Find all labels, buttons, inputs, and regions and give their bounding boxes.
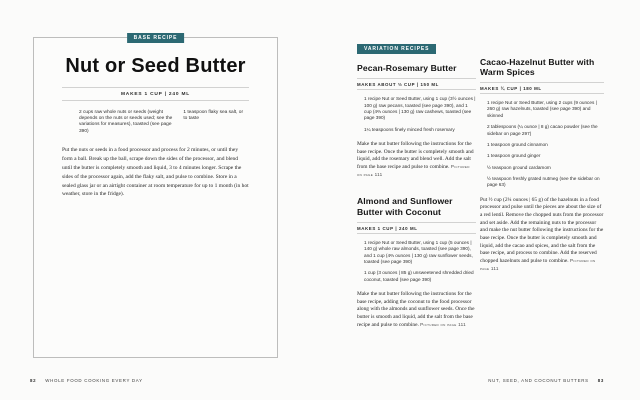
base-recipe-panel bbox=[33, 37, 278, 358]
ingredient-item: 1 cup (3 ounces | 85 g) unsweetened shredded dried coconut, toasted (see page 390) bbox=[364, 270, 474, 282]
ingredient-item: 1 teaspoon ground cinnamon bbox=[487, 141, 548, 147]
ingredient-item: 1 teaspoon flaky sea salt, or to taste bbox=[183, 109, 244, 121]
page-number: 83 bbox=[597, 378, 604, 383]
recipe-title: Cacao-Hazelnut Butter with Warm Spices bbox=[480, 56, 595, 77]
ingredient-item: 2 tablespoons (¼ ounce | 8 g) cacao powder (see the sidebar on page 297) bbox=[487, 124, 598, 136]
recipe-almond-sunflower bbox=[357, 196, 476, 329]
ingredients-section bbox=[364, 240, 476, 283]
ingredient-item: 2 cups raw whole nuts or seeds (weight depends on the nuts or seeds used; see the variations for measures), toasted (see page 390) bbox=[79, 109, 173, 134]
left-footer bbox=[30, 378, 143, 383]
recipe-pecan-rosemary bbox=[357, 63, 476, 179]
running-title: NUT, SEED, AND COCONUT BUTTERS bbox=[488, 378, 589, 383]
instructions-paragraph bbox=[480, 197, 604, 274]
ingredient-item: 1 recipe Nut or Seed Butter, using 2 cups (9 ounces | 260 g) raw hazelnuts, toasted (see page 390) and skinned bbox=[487, 100, 597, 118]
recipe-title: Nut or Seed Butter bbox=[65, 55, 246, 77]
recipe-title: Almond and Sunflower Butter with Coconut bbox=[357, 196, 453, 217]
ingredient-item: 1¼ teaspoons finely minced fresh rosemary bbox=[364, 126, 455, 132]
page-number: 82 bbox=[30, 378, 37, 383]
ingredient-item: 1 recipe Nut or Seed Butter, using 1 cup (5 ounces | 140 g) whole raw almonds, toasted (see page 390), and 1 cup (4⅔ ounces | 130 g) raw sunflower seeds, toasted (see page 390) bbox=[364, 240, 473, 265]
variations-column-1 bbox=[357, 37, 476, 329]
variation-recipes-badge: VARIATION RECIPES bbox=[357, 44, 436, 55]
pictured-note: Pictured on page 111 bbox=[480, 257, 596, 271]
ingredient-item: ½ teaspoon freshly grated nutmeg (see the sidebar on page 63) bbox=[487, 175, 600, 188]
ingredient-item: 1 teaspoon ground ginger bbox=[487, 153, 541, 159]
ingredients-section bbox=[79, 110, 247, 136]
ingredients-section bbox=[487, 100, 604, 188]
yield-line: MAKES ¾ CUP | 180 ML bbox=[480, 82, 604, 95]
instructions-paragraph bbox=[357, 291, 476, 329]
recipe-cacao-hazelnut bbox=[480, 57, 604, 274]
yield-line: MAKES 1 CUP | 240 ML bbox=[357, 222, 476, 235]
ingredient-item: 1 recipe Nut or Seed Butter, using 1 cup (3½ ounces | 100 g) raw pecans, toasted (see page 390), and 1 cup (4⅔ ounces | 130 g) raw cashews, toasted (see page 390) bbox=[364, 96, 476, 121]
pictured-note: Pictured on page 111 bbox=[357, 164, 470, 177]
instructions-text: Put ½ cup (2¼ ounces | 65 g) of the hazelnuts in a food processor and pulse until the pieces are about the size of a red lentil. Remove the chopped nuts from the processor and set aside. Add the remaining nuts to the processor and make the nut butter following the instructions for the base recipe. Once the butter is completely smooth and liquid, add the cacao and spices, and the salt from the base recipe, and process to combine. Add the reserved chopped hazelnuts and pulse to combine. bbox=[480, 196, 604, 264]
ingredients-section bbox=[364, 96, 476, 133]
base-recipe-badge: BASE RECIPE bbox=[127, 33, 185, 44]
pictured-note: Pictured on page 111 bbox=[420, 321, 466, 327]
instructions-text: Make the nut butter following the instructions for the base recipe, adding the coconut to the food processor along with the almonds and sunflower seeds. Once the butter is smooth and liquid, add the salt from the base recipe and pulse to combine. bbox=[357, 291, 475, 328]
instructions-paragraph: Put the nuts or seeds in a food processor and process for 2 minutes, or until they form a ball. Break up the ball, scrape down the sides of the processor, and blend until the butter is completely smooth and liquid, 3 to 4 minutes longer. Scrape the sides of the processor again, add the flaky salt, and pulse to combine. Store in a sealed glass jar or an airtight container at room temperature for up to 1 month (in hot weather, store in the fridge). bbox=[62, 147, 249, 198]
instructions-text: Make the nut butter following the instructions for the base recipe. Once the butter is completely smooth and liquid, add the rosemary and blend well. Add the salt from the base recipe and pulse to combine. bbox=[357, 141, 474, 171]
recipe-title: Pecan-Rosemary Butter bbox=[357, 63, 457, 73]
yield-line: MAKES ABOUT ⅔ CUP | 150 ML bbox=[357, 78, 476, 91]
variations-column-2 bbox=[480, 37, 604, 273]
right-footer bbox=[488, 378, 604, 383]
ingredient-item: ½ teaspoon ground cardamom bbox=[487, 164, 551, 170]
running-title: WHOLE FOOD COOKING EVERY DAY bbox=[45, 378, 143, 383]
yield-line: MAKES 1 CUP | 240 ML bbox=[62, 87, 249, 101]
instructions-paragraph bbox=[357, 141, 476, 179]
